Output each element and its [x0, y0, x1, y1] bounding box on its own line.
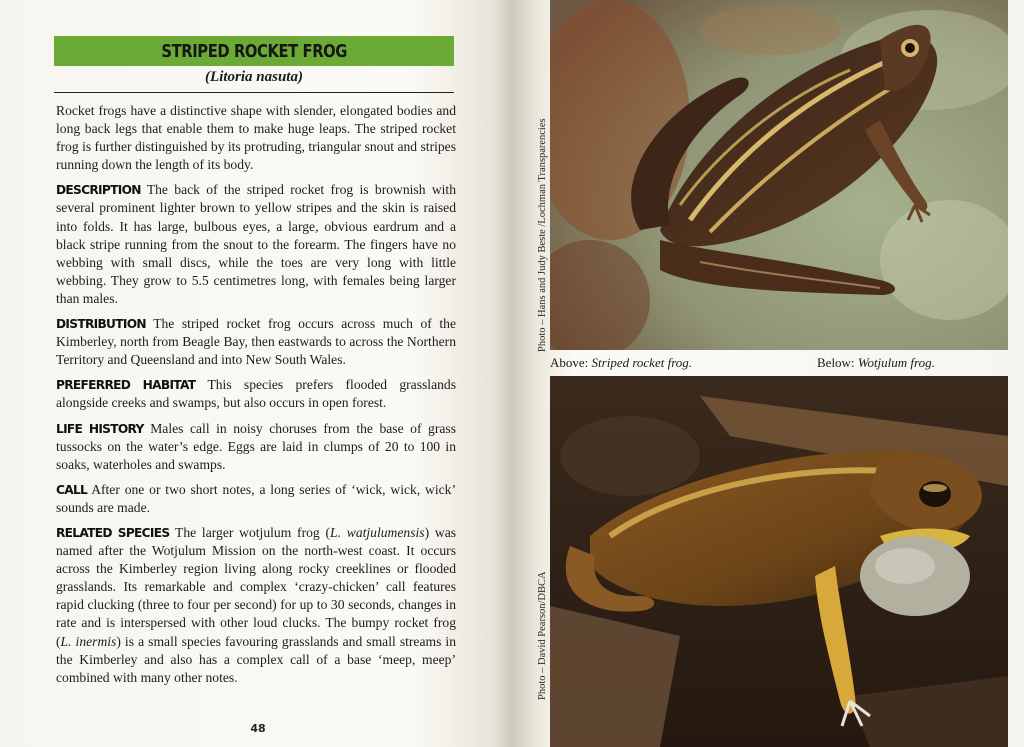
- wotjulum-frog-photo: [550, 376, 1008, 747]
- description-paragraph: [56, 181, 456, 308]
- page-title: STRIPED ROCKET FROG: [161, 40, 347, 62]
- page-number: 48: [250, 722, 266, 735]
- section-heading: DISTRIBUTION: [56, 317, 146, 332]
- scientific-name: (Litoria nasuta): [205, 69, 303, 85]
- section-heading: LIFE HISTORY: [56, 421, 144, 436]
- species-name: L. watjulumensis: [330, 524, 425, 540]
- section-text: The striped rocket frog occurs across much of the Kimberley, north from Beagle Bay, then eastwards to across the Northern Territory and Queensland and into New South Wales.: [56, 316, 457, 368]
- section-text: After one or two short notes, a long series of ‘wick, wick, wick’ sounds are made.: [56, 481, 456, 515]
- life-history-paragraph: [56, 420, 456, 474]
- distribution-paragraph: [56, 315, 456, 369]
- caption-prefix: Above:: [550, 355, 592, 370]
- related-species-paragraph: [56, 524, 456, 687]
- section-heading: DESCRIPTION: [56, 183, 141, 198]
- photo-credit-bottom: Photo – David Pearson/DBCA: [537, 571, 548, 700]
- call-paragraph: [56, 481, 456, 517]
- section-text: The back of the striped rocket frog is brownish with several prominent lighter brown to yellow stripes and the skin is raised into folds. It has large, bulbous eyes, a large, obvious eardrum and a black stripe running from the snout to the forearm. The fingers have no webbing with small discs, while the toes are very long with little webbing. They grow to 5.5 centimetres long, with females being larger than males.: [56, 182, 456, 306]
- article-body: [56, 102, 456, 694]
- caption-above: [550, 355, 692, 371]
- title-banner: [54, 36, 454, 66]
- intro-paragraph: Rocket frogs have a distinctive shape with slender, elongated bodies and long back legs that enable them to make huge leaps. The striped rocket frog is further distinguished by its protruding, triangular snout and stripes running down the length of its body.: [56, 103, 456, 173]
- caption-species: Wotjulum frog.: [857, 355, 935, 370]
- section-heading: PREFERRED HABITAT: [56, 378, 196, 393]
- section-heading: CALL: [56, 482, 88, 497]
- section-text: ) was named after the Wotjulum Mission on the north-west coast. It occurs across the Kimberley region living along rocky creeklines or flooded grasslands. Its remarkable and complex ‘crazy-chicken’ call features rapid clucking (three to four per second) for up to 30 seconds, changes in rate and is interspersed with other loud clucks. The bumpy rocket frog (: [56, 524, 457, 649]
- section-text: The larger wotjulum frog (: [175, 524, 331, 540]
- section-heading: RELATED SPECIES: [56, 525, 170, 540]
- right-page: [512, 0, 1024, 747]
- section-text: ) is a small species favouring grasslands and small streams in the Kimberley and also has a complex call of a base ‘meep, meep’ combined with many other notes.: [56, 633, 456, 685]
- habitat-paragraph: [56, 376, 456, 412]
- caption-species: Striped rocket frog.: [591, 355, 693, 370]
- section-text: This species prefers flooded grasslands alongside creeks and swamps, but also occurs in open forest.: [56, 377, 456, 411]
- species-name: L. inermis: [60, 633, 117, 649]
- title-divider: [54, 92, 454, 93]
- section-text: Males call in noisy choruses from the base of grass tussocks on the water’s edge. Eggs are laid in clumps of 20 to 100 in soaks, waterholes and swamps.: [56, 420, 456, 472]
- caption-prefix: Below:: [817, 355, 858, 370]
- photo-credit-top: Photo – Hans and Judy Beste /Lochman Transparencies: [537, 118, 548, 352]
- caption-below: [817, 355, 935, 371]
- striped-rocket-frog-photo: [550, 0, 1008, 350]
- wotjulum-frog-image: [550, 376, 1008, 747]
- striped-rocket-frog-image: [550, 0, 1008, 350]
